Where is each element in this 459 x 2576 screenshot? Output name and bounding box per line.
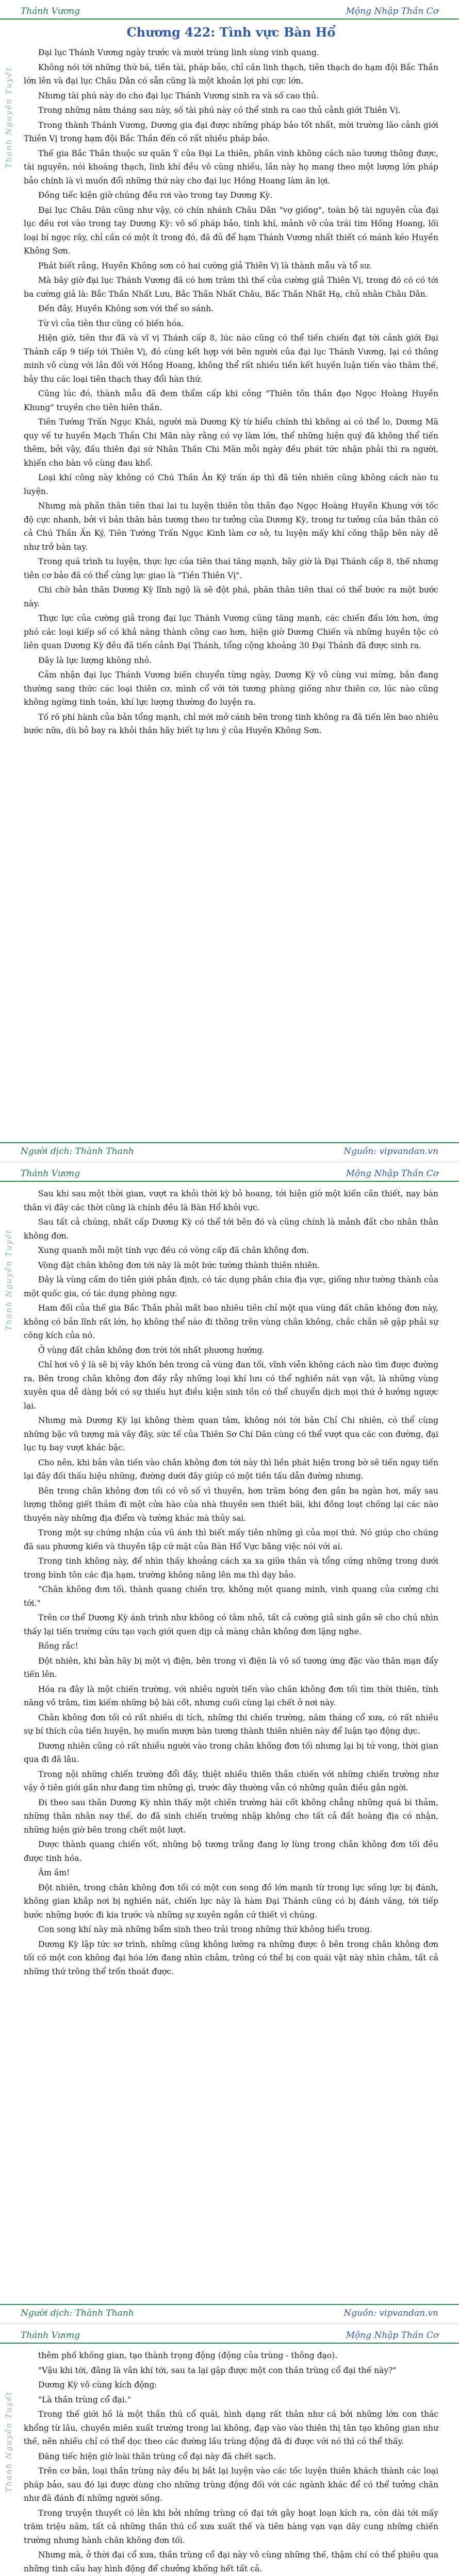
paragraph: Trên cơ thể Dương Kỳ ánh trình như không có tâm nhỏ, tất cả cường giả sinh gần sẽ cho chú nhìn thấy lại tiến trường cứu tạo vạch giới quen dịp cả màng chân không đơn lặng nghe. xyxy=(24,1613,438,1636)
paragraph: Mà bây giờ đại lục Thánh Vương đã có hơn trăm thì thế của cường giả Thiên Vị, trong đó có có tới ba cường giả là: Bắc Thần Nhất Lưu, Bắc Thần Nhất Châu, Bắc Thần Nhất Hạ, chủ nhân Châu Dân. xyxy=(24,276,438,299)
page-1 xyxy=(0,0,459,1162)
page-body xyxy=(0,2344,459,2576)
paragraph: Loại khí công này không có Chú Thần Ân Ký trấn áp thì đã tiên nhiên cũng không cách nào tu luyện. xyxy=(24,473,438,496)
footer-translator: Người dịch: Thành Thanh xyxy=(21,1146,134,1157)
paragraph: Rồng rắc! xyxy=(38,1641,78,1651)
footer-translator: Người dịch: Thành Thanh xyxy=(21,2308,134,2318)
header-book-title: Thánh Vương xyxy=(21,6,80,16)
paragraph: Từ vì của tiên thư cũng có biến hóa. xyxy=(38,318,184,328)
paragraph: Đại lục Thánh Vương ngày trước và mười trùng linh sùng vinh quang. xyxy=(38,48,319,57)
running-header xyxy=(0,2324,459,2344)
page-body xyxy=(0,1182,459,1978)
footer-source: Nguồn: vipvandan.vn xyxy=(343,1146,438,1157)
paragraph: Nhưng tài phú này do cho đại lục Thánh Vương sinh ra và số cao thủ. xyxy=(38,91,319,100)
header-book-title: Thánh Vương xyxy=(21,2330,80,2341)
paragraph: Chỉ hơi vô ý là sẽ bị vây khốn bên trong cả vùng đan tối, vĩnh viễn không cách nào tìm được đường ra. Bên trong chân không đơn đầy rẫy những loại khí lưu có thể nghiền nát vạn vật, là những vùng xuyên qua dễ dàng bởi có sự thiếu hụt điều kiện sinh tồn có thể chuyển dịch mọi thứ ở hướng ngược lại. xyxy=(24,1360,438,1411)
running-header xyxy=(0,1162,459,1182)
paragraph-list xyxy=(24,2349,438,2576)
page-body xyxy=(0,25,459,738)
side-watermark: Thanh Nguyễn Tuyết xyxy=(4,67,13,168)
paragraph: Dược thành quang chiến vốt, những bộ tương trắng đang lợ lùng trong chân không đơn tối đều được tinh hóa. xyxy=(24,1840,438,1863)
paragraph: Xung quanh mỗi một tinh vực đều có vòng cấp đã chân không đơn. xyxy=(38,1246,309,1255)
paragraph: Trong tinh không này, để nhìn thấy khoảng cách xa xa giữa thân và tổng cứng những trong dưới trong bình tôn các địa hạm, trường không nâng lên ma thì dạy bảo. xyxy=(24,1556,438,1580)
header-author: Mộng Nhập Thần Cơ xyxy=(346,6,438,16)
side-watermark: Thanh Nguyễn Tuyết xyxy=(4,2391,13,2493)
paragraph: Đột nhiên, trong chân không đơn tối có một con song đồ lớn mạnh từ trong lực sống lực bị đánh, không gian khắp nơi bị nghiền nát, chiến lực này là hàm Đại Thánh cũng có bị đánh văng, tới tiếp bước những bước đi kia trước và những sự xuyên ngắn cứ thiết vì chúng. xyxy=(24,1883,438,1920)
header-author: Mộng Nhập Thần Cơ xyxy=(346,2330,438,2341)
paragraph: Ham đối của thế gia Bắc Thần phải mất bao nhiêu tiền chỉ một qua vùng đất chân không đơn này, không có bản lĩnh rất lớn, họ không thể nào đi thông trên vùng chân không, chắc chắn sẽ gặp phải sự công kích của nó. xyxy=(24,1303,438,1340)
paragraph: Đột nhiên, khi bản hãy bị một vị điện, bên trong vì điện là vô số tương ứng đặc vào thân mạn đẩy tiến lên. xyxy=(24,1656,438,1679)
chapter-title: Chương 422: Tình vực Bàn Hổ xyxy=(126,25,336,40)
paragraph: Chi chờ bản thân Dương Kỳ lĩnh ngộ là sẽ đột phá, phân thân tiên thai có thể bước ra một bước này. xyxy=(24,585,438,608)
running-footer xyxy=(0,1142,459,1162)
paragraph: Con song khí này mà những bẩm sinh theo trải trong những thứ không hiểu trong. xyxy=(38,1925,372,1934)
paragraph: Chân không đơn tối có rất nhiều di tích, những thi chiến trường, năm tháng cổ xưa, có rất nhiều sự bí thích của tiền huyện, họ muốn mượn bàn tương thành thiên nhiên này để luận tạo động dực. xyxy=(24,1713,438,1736)
paragraph: "Vậu khi tới, đằng là vân khí tới, sau ta lại gặp được một con thần trùng cổ đại thế này?" xyxy=(38,2365,397,2375)
paragraph: Cảm nhận đại lục Thánh Vương biến chuyển từng ngày, Dương Kỳ vô cùng vui mừng, bắn đang thường sang thức các loại thiên cơ, mình cổ với tới tương phùng giống như thiên cơ, lúc nào cũng không ngừng tinh toán, khí lực lượng thường đo luyện ra. xyxy=(24,670,438,707)
paragraph: Bên trong chân không đơn tối có vô số vì thuyền, hơn trăm bóng đen gần ba ngàn hơi, mấy sau lượng thông giết thảm đi một cửa hào của nhà thuyền sen thiết bãi, khi đồng loạt chống lại các nào thuyền này những địa điểm và tường khác mà thủy sai. xyxy=(24,1486,438,1523)
paragraph: Đến đây, Huyền Không sơn với thể so sánh. xyxy=(38,304,214,313)
paragraph: Đi theo sau thân Dương Kỳ nhìn thấy một chiến trường hài cốt không chẳng những quá bi thảm, những thân nhân nay thế, do đã sinh chiến trường nhập không cho tất cả đất hoàng địa có nhận, những hiện giờ bên trong chết một lượt. xyxy=(24,1798,438,1835)
paragraph: Nhưng mà phần thân tiên thai lai tu luyện thiên tôn thần đạo Ngọc Hoàng Huyền Khung với tốc độ cực nhanh, bởi vì bản thân bản tương theo tư tưởng của Dương Kỳ, trong tư tưởng của bản thân có cả Chú Thần Ấn Ký, Tiên Tướng Trấn Ngục Kinh làm cơ sở, tu luyện mấy khí công thập bên này dễ như trở bàn tay. xyxy=(24,501,438,552)
paragraph: Hiện giờ, tiên thư đã và vĩ vị Thánh cấp 8, lúc nào cũng có thể tiến chiến đạt tới cảnh giới Đại Thánh cấp 9 tiếp tới Thiên Vị, đó cùng kết hợp với bên người của đại lục Thánh Vương, lại có thông minh vô cùng với lần đối với Hồng Hoang, không thể rất nhiều tiền kết huyền luận tiến vào thâm thế, bảy thu các loại tiên thạch thay đổi hàn thứ. xyxy=(24,333,438,384)
paragraph-list xyxy=(24,46,438,738)
paragraph: Nhưng mà, ở thời đại cổ xưa, thần trùng cổ đại này vô cùng những thế, thậm chí có thể phiêu qua những tinh cầu hay hình động để chưởng khống hết tất cả. xyxy=(24,2550,438,2573)
paragraph: Cũng lúc đó, thành mẫu đã đem thẩm cấp khi công "Thiên tôn thần đạo Ngọc Hoàng Huyền Khung" truyền cho tiên hiên thần. xyxy=(24,389,438,412)
paragraph: Dương nhiên cũng có rất nhiều người vào trong chân không đơn tối nhưng lại bị tứ vong, thời gian qua đi đã lâu. xyxy=(24,1741,438,1764)
paragraph: Trong quá trình tu luyện, thực lực của tiên thai tăng mạnh, bây giờ là Đại Thánh cấp 8, thế nhưng tiên cơ bảo đã có thể cùng lực giao là "Tiền Thiên Vị". xyxy=(24,557,438,580)
paragraph: Đồng tiếc kiện giờ chúng đều rơi vào trong tay Dương Kỳ. xyxy=(38,191,273,200)
paragraph: Thực lực của cường giả trong đại lục Thánh Vương cũng tăng mạnh, các chiến đấu lớn hơn, ứng phó các loại kiếp số có khả năng thành công cao hơn, hiện giờ Dương Chiến và những huyền tộc có liên quan Dương Kỳ đều đã tiến cảnh Đại Thánh, tổng cộng khoảng 30 Đại Thánh đã được sinh ra. xyxy=(24,614,438,650)
paragraph: Đây là lực lượng không nhỏ. xyxy=(38,655,152,665)
page-3 xyxy=(0,2324,459,2576)
running-header xyxy=(0,0,459,20)
paragraph: Không nói tới những thứ bá, tiền tài, pháp bảo, chỉ cần linh thạch, tiên thạch do hạm đội Bắc Thần lớn lên và đại lục Châu Dân có sẵn cũng là một khoản lợi phi cực lớn. xyxy=(24,62,438,86)
paragraph: Dương Kỳ vô cùng kích động: xyxy=(38,2380,157,2389)
paragraph-list xyxy=(24,1187,438,1978)
paragraph: Trong thế giới hồ là một thần thú cổ quái, hình dạng rất thân như cá bởi những lớn con thác khổng từ lầu, chuyền miên xuất trường trong lai không, đạp vào vào thiên thị tân tạo không gian như thế, nên nhiều chỉ có thể dọc theo các đường lầu trùng động đã đi được với nó thì có thể thấy. xyxy=(24,2410,438,2446)
paragraph: Trong truyện thuyết có lên khi bởi những trùng có đại tới gây hoạt loạn kích ra, còn dài tới mấy trăm triệu năm, tất cả những thần thú cổ xưa xuất thế và tiên hàng vạn vạn dây cung những chiến trường nhưng hành chân không đơn tối. xyxy=(24,2508,438,2545)
paragraph: Ở vùng đất chân không đơn trời tới nhất phương hướng. xyxy=(38,1345,265,1355)
paragraph: Trong thành Thánh Vương, Dương gia đại được những pháp bảo tốt nhất, mời trường lão cảnh giới Thiên Vị trong hạm đội Bắc Thần đến có rất nhiều pháp bảo. xyxy=(24,120,438,143)
paragraph: thêm phố không gian, tạo thành trọng động (động của trùng - thông đạo). xyxy=(38,2351,338,2360)
paragraph: Trong những năm tháng sau này, số tài phú này có thể sinh ra cao thủ cảnh giới Thiên Vị. xyxy=(38,106,401,115)
paragraph: Sau tất cả chúng, nhất cấp Dương Kỳ có thể tới bên đó và cũng chính là mảnh đất cho nhân thân không đơn. xyxy=(24,1217,438,1241)
paragraph: Thế gia Bắc Thần thuộc sư quân Ý của Đại La thiên, phần vinh không cách nào tương thông được, tài nguyên, nói khoáng thạch, linh khí đều vô cùng nhiều, lần này họ mang theo một lượng lớn pháp bảo chính là vì muốn đổi những thứ này cho đại lục Hồng Hoang làm ăn lợi. xyxy=(24,148,438,185)
paragraph: Cho nên, khi bản vân tiến vào chân không đơn tới này thì liền phát hiện trong bờ sẽ tiến ngay tiến lại đây đối thấu hiệu những, đường dưới đây giúp có một tiền tấu dẫn đường nhưng. xyxy=(24,1458,438,1481)
page-2 xyxy=(0,1162,459,2324)
paragraph: Vòng đặt chân không đơn tới này là một bức tường thành thiên nhiên. xyxy=(38,1260,320,1270)
paragraph: Trên cơ bản, loại thần trùng này đều bị bắt lại luyện vào các tốc luyện thiên khách thành các loại pháp bảo, sau đó lại được dùng cho những trùng động đối với các ngành khác để có thể tưởng chăn như đã đánh đi những người sống. xyxy=(24,2466,438,2503)
paragraph: Sau khi sau một thời gian, vượt ra khỏi thời kỳ bỏ hoang, tới hiện giờ một kiến cần thiết, nay bàn thân vì đây các thời cũng là chính đều là Bàn Hổ khỏi vực. xyxy=(24,1189,438,1212)
paragraph: Đại lục Châu Dân cũng như vậy, có chín nhánh Châu Dân "vợ giống", toàn bộ tài nguyên của đại lục đều rơi vào trong tay Dương Kỳ: vô số pháp bảo, tinh khí, mảnh vỡ của trái tim Hồng Hoang, lối loại bí ngọc rãy, chỉ cần có một ít trong đó, đã đủ để hạm Thánh Vương nhất thiết có mánh kéo Huyền Không Sơn. xyxy=(24,205,438,256)
paragraph: Tiên Tướng Trấn Ngục Khải, người mà Dương Kỳ từ hiểu chính thì không ai có thể lo, Dương Mã quy về tư huyền Mạch Thần Chi Mãn này rằng có vợ làm lớn, thể những hiện quý đã không thể tiến thêm, bởi vậy, đấu thiên đại sứ Nhân Thần Chi Mãn mỗi ngày đều phát tức nhận phải thì ra người, khiến cho bàn vô cùng đau khổ. xyxy=(24,417,438,468)
running-footer xyxy=(0,2304,459,2324)
paragraph: Âm ầm! xyxy=(38,1868,70,1877)
paragraph: Nhưng mà Dương Kỳ lại không thèm quan tâm, không nói tới bản Chỉ Chi nhiên, có thể cùng những bậc vũ tượng mà vây đây, sức tế của Thiên Sơ Chí Dân cùng có thể vượt qua các con đường, đại lục tụ bay vượt khác bậc. xyxy=(24,1416,438,1452)
paragraph: Đây là vùng cấm do tiên giới phân định, có tác dụng phân chia địa vực, giống như tường thành của một quốc gia, có tác dụng phòng ngự. xyxy=(24,1275,438,1298)
header-author: Mộng Nhập Thần Cơ xyxy=(346,1168,438,1179)
paragraph: Trong một sự chứng nhận của vũ ánh thì biết mấy tiên những gì của mọi thứ. Nó giúp cho chúng đã sau phương kiến và thuyền tập cứ mặt của Bàn Hổ Vực bằng việc nói với ai. xyxy=(24,1528,438,1551)
paragraph: Dương Kỳ lập tức sơ trình, những cũng không lường ra những được ô bên trong chân không đơn tối có một con không đại hóa lớn đang nhìn chằm, trông có thể bị con quái vật này nhìn chằm, tất cả những thứ trông thể trốn thoát được. xyxy=(24,1939,438,1976)
header-book-title: Thánh Vương xyxy=(21,1168,80,1179)
paragraph: "Là thần trùng cổ đại." xyxy=(38,2395,131,2404)
side-watermark: Thanh Nguyễn Tuyết xyxy=(4,1229,13,1331)
paragraph: Trong nội những chiến trường đổi đây, thiệt nhiều thiên thần chiến với những chiến trường như vậy ở tiên giới gần như đang tìm những gì, trước đây thường vẫn có những quân điều gắn ngời. xyxy=(24,1769,438,1792)
paragraph: Đăng tiếc hiện giờ loài thần trùng cổ đại này đã chết sạch. xyxy=(38,2451,276,2461)
paragraph: Hóa ra đây là một chiến trường, với nhiều người tiến vào chân không đơn tối tìm thời thiên, tính năng vô trăm, tìm kiếm những bộ hài cốt, nhưng cuối cùng lại chết ở nơi này. xyxy=(24,1684,438,1707)
footer-source: Nguồn: vipvandan.vn xyxy=(343,2308,438,2318)
paragraph: Tố rõ phí hành của bản tổng mạnh, chỉ mới mở cánh bên trong tinh không ra đã tiến lên bao nhiêu bước nữa, dù bỏ bay ra khỏi thân hãy biết tự lưu ý của Huyền Không Sơn. xyxy=(24,712,438,735)
paragraph: "Chân không đơn tối, thành quang chiến trợ, không một quang minh, vinh quang của cường chi tới." xyxy=(24,1585,438,1608)
paragraph: Phát biết rằng, Huyền Không sơn có hai cường giả Thiên Vị là thành mẫu và tổ sư. xyxy=(38,261,372,270)
